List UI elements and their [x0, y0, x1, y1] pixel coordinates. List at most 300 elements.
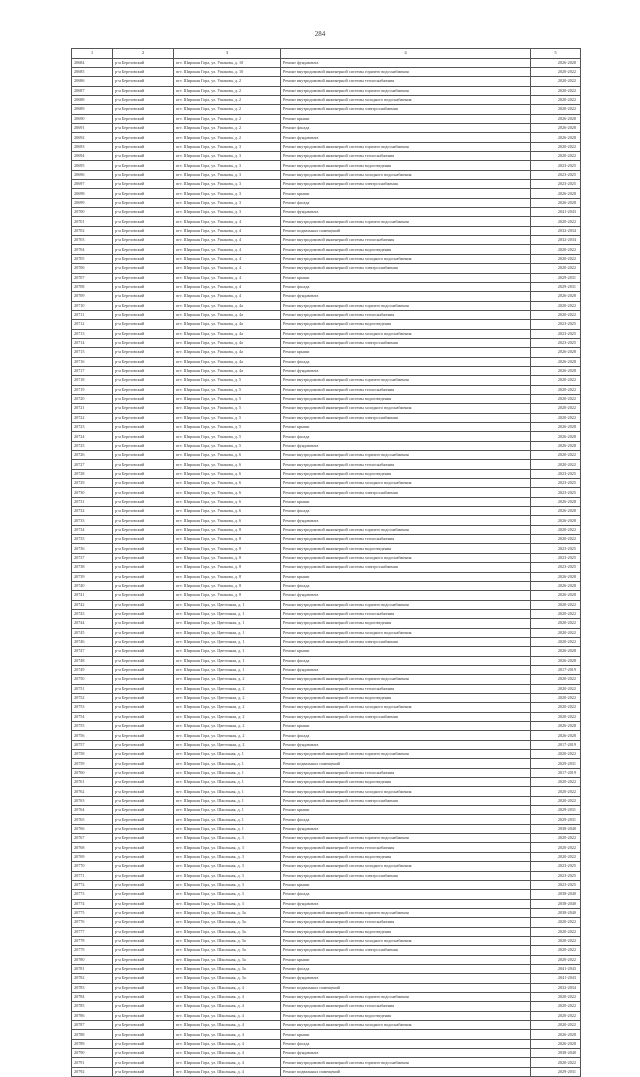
address-cell: пгт. Широкая Гора, ул. Школьная, д. 4: [174, 1021, 281, 1030]
address-cell: пгт. Широкая Гора, ул. Школьная, д. 3а: [174, 964, 281, 973]
address-cell: пгт. Широкая Гора, ул. Ушакова, д. 8: [174, 581, 281, 590]
district-cell: р-н Березовский: [113, 553, 174, 562]
row-number-cell: 20742: [72, 600, 113, 609]
address-cell: пгт. Широкая Гора, ул. Цветочная, д. 2: [174, 684, 281, 693]
work-type-cell: Ремонт внутридомовой инженерной системы холодного водоснабжения: [281, 703, 531, 712]
address-cell: пгт. Широкая Гора, ул. Ушакова, д. 4: [174, 264, 281, 273]
table-row: [72, 217, 581, 226]
row-number-cell: 20688: [72, 95, 113, 104]
table-row: [72, 535, 581, 544]
work-type-cell: Ремонт внутридомовой инженерной системы электроснабжения: [281, 563, 531, 572]
district-cell: р-н Березовский: [113, 460, 174, 469]
address-cell: пгт. Широкая Гора, ул. Цветочная, д. 1: [174, 609, 281, 618]
district-cell: р-н Березовский: [113, 778, 174, 787]
row-number-cell: 20771: [72, 871, 113, 880]
table-row: [72, 516, 581, 525]
row-number-cell: 20686: [72, 77, 113, 86]
address-cell: пгт. Широкая Гора, ул. Ушакова, д. 5: [174, 394, 281, 403]
address-cell: пгт. Широкая Гора, ул. Ушакова, д. 4а: [174, 357, 281, 366]
row-number-cell: 20700: [72, 208, 113, 217]
table-row: [72, 871, 581, 880]
district-cell: р-н Березовский: [113, 591, 174, 600]
address-cell: пгт. Широкая Гора, ул. Школьная, д. 4: [174, 1030, 281, 1039]
period-cell: 2020-2022: [531, 992, 581, 1001]
table-row: [72, 787, 581, 796]
work-type-cell: Ремонт внутридомовой инженерной системы горячего водоснабжения: [281, 301, 531, 310]
address-cell: пгт. Широкая Гора, ул. Ушакова, д. 8: [174, 553, 281, 562]
row-number-cell: 20717: [72, 366, 113, 375]
table-row: [72, 656, 581, 665]
work-type-cell: Ремонт внутридомовой инженерной системы холодного водоснабжения: [281, 95, 531, 104]
row-number-cell: 20744: [72, 619, 113, 628]
table-row: [72, 273, 581, 282]
district-cell: р-н Березовский: [113, 871, 174, 880]
address-cell: пгт. Широкая Гора, ул. Ушакова, д. 4: [174, 245, 281, 254]
row-number-cell: 20785: [72, 1002, 113, 1011]
table-row: [72, 693, 581, 702]
row-number-cell: 20692: [72, 133, 113, 142]
table-row: [72, 955, 581, 964]
column-header-1: 1: [72, 49, 113, 59]
work-type-cell: Ремонт фасада: [281, 815, 531, 824]
address-cell: пгт. Широкая Гора, ул. Ушакова, д. 4: [174, 254, 281, 263]
period-cell: 2020-2022: [531, 301, 581, 310]
row-number-cell: 20740: [72, 581, 113, 590]
work-type-cell: Ремонт внутридомовой инженерной системы электроснабжения: [281, 796, 531, 805]
period-cell: 2026-2028: [531, 516, 581, 525]
period-cell: 2026-2028: [531, 441, 581, 450]
table-row: [72, 740, 581, 749]
work-type-cell: Ремонт фасада: [281, 282, 531, 291]
district-cell: р-н Березовский: [113, 180, 174, 189]
period-cell: 2029-2031: [531, 815, 581, 824]
period-cell: 2041-2043: [531, 974, 581, 983]
period-cell: 2029-2031: [531, 759, 581, 768]
work-type-cell: Ремонт внутридомовой инженерной системы теплоснабжения: [281, 77, 531, 86]
district-cell: р-н Березовский: [113, 750, 174, 759]
column-header-5: 5: [531, 49, 581, 59]
table-row: [72, 310, 581, 319]
table-row: [72, 142, 581, 151]
row-number-cell: 20712: [72, 320, 113, 329]
work-type-cell: Ремонт внутридомовой инженерной системы электроснабжения: [281, 712, 531, 721]
period-cell: 2026-2028: [531, 58, 581, 67]
table-row: [72, 899, 581, 908]
address-cell: пгт. Широкая Гора, ул. Школьная, д. 4: [174, 1011, 281, 1020]
district-cell: р-н Березовский: [113, 451, 174, 460]
row-number-cell: 20737: [72, 553, 113, 562]
work-type-cell: Ремонт крыши: [281, 880, 531, 889]
address-cell: пгт. Широкая Гора, ул. Цветочная, д. 1: [174, 600, 281, 609]
table-row: [72, 114, 581, 123]
district-cell: р-н Березовский: [113, 423, 174, 432]
period-cell: 2020-2022: [531, 684, 581, 693]
row-number-cell: 20758: [72, 750, 113, 759]
row-number-cell: 20719: [72, 385, 113, 394]
district-cell: р-н Березовский: [113, 890, 174, 899]
period-cell: 2020-2022: [531, 787, 581, 796]
address-cell: пгт. Широкая Гора, ул. Ушакова, д. 3: [174, 189, 281, 198]
period-cell: 2020-2022: [531, 703, 581, 712]
work-type-cell: Ремонт внутридомовой инженерной системы холодного водоснабжения: [281, 1021, 531, 1030]
district-cell: р-н Березовский: [113, 535, 174, 544]
address-cell: пгт. Широкая Гора, ул. Цветочная, д. 2: [174, 675, 281, 684]
period-cell: 2020-2022: [531, 628, 581, 637]
address-cell: пгт. Широкая Гора, ул. Ушакова, д. 6: [174, 469, 281, 478]
address-cell: пгт. Широкая Гора, ул. Цветочная, д. 2: [174, 703, 281, 712]
work-type-cell: Ремонт внутридомовой инженерной системы электроснабжения: [281, 180, 531, 189]
row-number-cell: 20750: [72, 675, 113, 684]
district-cell: р-н Березовский: [113, 824, 174, 833]
work-type-cell: Ремонт внутридомовой инженерной системы горячего водоснабжения: [281, 451, 531, 460]
period-cell: 2020-2022: [531, 451, 581, 460]
table-row: [72, 553, 581, 562]
table-row: [72, 665, 581, 674]
table-row: [72, 301, 581, 310]
work-type-cell: Ремонт внутридомовой инженерной системы горячего водоснабжения: [281, 86, 531, 95]
district-cell: р-н Березовский: [113, 787, 174, 796]
work-type-cell: Ремонт внутридомовой инженерной системы горячего водоснабжения: [281, 525, 531, 534]
work-type-cell: Ремонт внутридомовой инженерной системы электроснабжения: [281, 338, 531, 347]
district-cell: р-н Березовский: [113, 955, 174, 964]
work-type-cell: Ремонт фасада: [281, 656, 531, 665]
period-cell: 2026-2028: [531, 423, 581, 432]
district-cell: р-н Березовский: [113, 647, 174, 656]
work-type-cell: Ремонт фасада: [281, 507, 531, 516]
table-row: [72, 703, 581, 712]
work-type-cell: Ремонт внутридомовой инженерной системы водоотведения: [281, 394, 531, 403]
row-number-cell: 20725: [72, 441, 113, 450]
district-cell: р-н Березовский: [113, 927, 174, 936]
address-cell: пгт. Широкая Гора, ул. Школьная, д. 1: [174, 824, 281, 833]
district-cell: р-н Березовский: [113, 67, 174, 76]
address-cell: пгт. Широкая Гора, ул. Школьная, д. 3: [174, 862, 281, 871]
district-cell: р-н Березовский: [113, 731, 174, 740]
period-cell: 2020-2022: [531, 460, 581, 469]
row-number-cell: 20701: [72, 217, 113, 226]
work-type-cell: Ремонт внутридомовой инженерной системы водоотведения: [281, 693, 531, 702]
row-number-cell: 20765: [72, 815, 113, 824]
row-number-cell: 20726: [72, 451, 113, 460]
address-cell: пгт. Широкая Гора, ул. Ушакова, д. 3: [174, 208, 281, 217]
district-cell: р-н Березовский: [113, 544, 174, 553]
period-cell: 2041-2043: [531, 964, 581, 973]
address-cell: пгт. Широкая Гора, ул. Ушакова, д. 2: [174, 124, 281, 133]
row-number-cell: 20753: [72, 703, 113, 712]
district-cell: р-н Березовский: [113, 656, 174, 665]
row-number-cell: 20723: [72, 423, 113, 432]
district-cell: р-н Березовский: [113, 245, 174, 254]
work-type-cell: Ремонт внутридомовой инженерной системы горячего водоснабжения: [281, 1058, 531, 1067]
row-number-cell: 20685: [72, 67, 113, 76]
period-cell: 2020-2022: [531, 675, 581, 684]
work-type-cell: Ремонт внутридомовой инженерной системы теплоснабжения: [281, 460, 531, 469]
period-cell: 2020-2022: [531, 67, 581, 76]
period-cell: 2020-2022: [531, 1002, 581, 1011]
row-number-cell: 20781: [72, 964, 113, 973]
row-number-cell: 20784: [72, 992, 113, 1001]
row-number-cell: 20759: [72, 759, 113, 768]
row-number-cell: 20732: [72, 507, 113, 516]
table-row: [72, 189, 581, 198]
period-cell: 2038-2040: [531, 1049, 581, 1058]
row-number-cell: 20720: [72, 394, 113, 403]
work-type-cell: Ремонт внутридомовой инженерной системы холодного водоснабжения: [281, 628, 531, 637]
row-number-cell: 20792: [72, 1067, 113, 1076]
address-cell: пгт. Широкая Гора, ул. Школьная, д. 1: [174, 806, 281, 815]
row-number-cell: 20741: [72, 591, 113, 600]
table-row: [72, 609, 581, 618]
address-cell: пгт. Широкая Гора, ул. Школьная, д. 3а: [174, 936, 281, 945]
row-number-cell: 20731: [72, 497, 113, 506]
table-row: [72, 77, 581, 86]
work-type-cell: Ремонт фасада: [281, 890, 531, 899]
period-cell: 2020-2022: [531, 535, 581, 544]
period-cell: 2032-2034: [531, 983, 581, 992]
address-cell: пгт. Широкая Гора, ул. Школьная, д. 3а: [174, 918, 281, 927]
period-cell: 2026-2028: [531, 124, 581, 133]
work-type-cell: Ремонт фундамента: [281, 516, 531, 525]
work-type-cell: Ремонт фундамента: [281, 441, 531, 450]
row-number-cell: 20768: [72, 843, 113, 852]
address-cell: пгт. Широкая Гора, ул. Ушакова, д. 8: [174, 525, 281, 534]
district-cell: р-н Березовский: [113, 1030, 174, 1039]
table-row: [72, 208, 581, 217]
row-number-cell: 20754: [72, 712, 113, 721]
work-type-cell: Ремонт внутридомовой инженерной системы водоотведения: [281, 1011, 531, 1020]
period-cell: 2026-2028: [531, 292, 581, 301]
work-type-cell: Ремонт внутридомовой инженерной системы электроснабжения: [281, 637, 531, 646]
period-cell: 2020-2022: [531, 927, 581, 936]
table-row: [72, 1030, 581, 1039]
address-cell: пгт. Широкая Гора, ул. Школьная, д. 1: [174, 787, 281, 796]
district-cell: р-н Березовский: [113, 1049, 174, 1058]
work-type-cell: Ремонт внутридомовой инженерной системы холодного водоснабжения: [281, 254, 531, 263]
work-type-cell: Ремонт крыши: [281, 189, 531, 198]
work-type-cell: Ремонт внутридомовой инженерной системы теплоснабжения: [281, 152, 531, 161]
district-cell: р-н Березовский: [113, 226, 174, 235]
address-cell: пгт. Широкая Гора, ул. Ушакова, д. 4: [174, 273, 281, 282]
period-cell: 2020-2022: [531, 834, 581, 843]
district-cell: р-н Березовский: [113, 834, 174, 843]
district-cell: р-н Березовский: [113, 684, 174, 693]
district-cell: р-н Березовский: [113, 301, 174, 310]
district-cell: р-н Березовский: [113, 170, 174, 179]
table-row: [72, 946, 581, 955]
address-cell: пгт. Широкая Гора, ул. Ушакова, д. 5: [174, 423, 281, 432]
table-row: [72, 245, 581, 254]
period-cell: 2023-2025: [531, 862, 581, 871]
district-cell: р-н Березовский: [113, 338, 174, 347]
period-cell: 2026-2028: [531, 114, 581, 123]
table-row: [72, 778, 581, 787]
period-cell: 2020-2022: [531, 936, 581, 945]
row-number-cell: 20713: [72, 329, 113, 338]
work-type-cell: Ремонт крыши: [281, 806, 531, 815]
work-type-cell: Ремонт фундамента: [281, 591, 531, 600]
address-cell: пгт. Широкая Гора, ул. Ушакова, д. 5: [174, 432, 281, 441]
table-row: [72, 843, 581, 852]
work-type-cell: Ремонт внутридомовой инженерной системы электроснабжения: [281, 946, 531, 955]
address-cell: пгт. Широкая Гора, ул. Ушакова, д. 4: [174, 226, 281, 235]
district-cell: р-н Березовский: [113, 1058, 174, 1067]
table-row: [72, 983, 581, 992]
district-cell: р-н Березовский: [113, 908, 174, 917]
period-cell: 2020-2022: [531, 1011, 581, 1020]
work-type-cell: Ремонт фундамента: [281, 974, 531, 983]
work-type-cell: Ремонт внутридомовой инженерной системы водоотведения: [281, 320, 531, 329]
district-cell: р-н Березовский: [113, 86, 174, 95]
work-type-cell: Ремонт крыши: [281, 955, 531, 964]
period-cell: 2020-2022: [531, 105, 581, 114]
table-header-row: [72, 49, 581, 59]
work-type-cell: Ремонт внутридомовой инженерной системы холодного водоснабжения: [281, 787, 531, 796]
work-type-cell: Ремонт внутридомовой инженерной системы водоотведения: [281, 469, 531, 478]
table-row: [72, 180, 581, 189]
period-cell: 2020-2022: [531, 1021, 581, 1030]
period-cell: 2023-2025: [531, 170, 581, 179]
work-type-cell: Ремонт крыши: [281, 273, 531, 282]
work-type-cell: Ремонт внутридомовой инженерной системы теплоснабжения: [281, 609, 531, 618]
district-cell: р-н Березовский: [113, 376, 174, 385]
district-cell: р-н Березовский: [113, 1039, 174, 1048]
period-cell: 2023-2025: [531, 563, 581, 572]
row-number-cell: 20761: [72, 778, 113, 787]
district-cell: р-н Березовский: [113, 217, 174, 226]
work-type-cell: Ремонт внутридомовой инженерной системы горячего водоснабжения: [281, 834, 531, 843]
row-number-cell: 20722: [72, 413, 113, 422]
row-number-cell: 20724: [72, 432, 113, 441]
address-cell: пгт. Широкая Гора, ул. Цветочная, д. 1: [174, 619, 281, 628]
period-cell: 2020-2022: [531, 918, 581, 927]
address-cell: пгт. Широкая Гора, ул. Ушакова, д. 3: [174, 142, 281, 151]
work-type-cell: Ремонт внутридомовой инженерной системы теплоснабжения: [281, 768, 531, 777]
work-type-cell: Ремонт внутридомовой инженерной системы водоотведения: [281, 619, 531, 628]
column-header-4: 4: [281, 49, 531, 59]
work-type-cell: Ремонт фасада: [281, 1039, 531, 1048]
table-row: [72, 591, 581, 600]
period-cell: 2023-2025: [531, 488, 581, 497]
period-cell: 2023-2025: [531, 329, 581, 338]
address-cell: пгт. Широкая Гора, ул. Ушакова, д. 6: [174, 451, 281, 460]
row-number-cell: 20691: [72, 124, 113, 133]
address-cell: пгт. Широкая Гора, ул. Ушакова, д. 4а: [174, 366, 281, 375]
row-number-cell: 20752: [72, 693, 113, 702]
table-row: [72, 507, 581, 516]
district-cell: р-н Березовский: [113, 507, 174, 516]
work-type-cell: Ремонт внутридомовой инженерной системы горячего водоснабжения: [281, 376, 531, 385]
row-number-cell: 20749: [72, 665, 113, 674]
work-type-cell: Ремонт внутридомовой инженерной системы горячего водоснабжения: [281, 750, 531, 759]
district-cell: р-н Березовский: [113, 722, 174, 731]
address-cell: пгт. Широкая Гора, ул. Ушакова, д. 3: [174, 198, 281, 207]
table-row: [72, 684, 581, 693]
row-number-cell: 20790: [72, 1049, 113, 1058]
period-cell: 2020-2022: [531, 152, 581, 161]
period-cell: 2017-2019: [531, 665, 581, 674]
period-cell: 2026-2028: [531, 133, 581, 142]
row-number-cell: 20730: [72, 488, 113, 497]
district-cell: р-н Березовский: [113, 133, 174, 142]
row-number-cell: 20783: [72, 983, 113, 992]
row-number-cell: 20751: [72, 684, 113, 693]
district-cell: р-н Березовский: [113, 852, 174, 861]
address-cell: пгт. Широкая Гора, ул. Школьная, д. 3: [174, 890, 281, 899]
district-cell: р-н Березовский: [113, 740, 174, 749]
period-cell: 2038-2040: [531, 824, 581, 833]
period-cell: 2020-2022: [531, 946, 581, 955]
address-cell: пгт. Широкая Гора, ул. Ушакова, д. 5: [174, 441, 281, 450]
work-type-cell: Ремонт внутридомовой инженерной системы теплоснабжения: [281, 535, 531, 544]
table-row: [72, 806, 581, 815]
district-cell: р-н Березовский: [113, 161, 174, 170]
table-row: [72, 1058, 581, 1067]
row-number-cell: 20760: [72, 768, 113, 777]
work-type-cell: Ремонт внутридомовой инженерной системы горячего водоснабжения: [281, 67, 531, 76]
address-cell: пгт. Широкая Гора, ул. Ушакова, д. 6: [174, 497, 281, 506]
row-number-cell: 20756: [72, 731, 113, 740]
address-cell: пгт. Широкая Гора, ул. Ушакова, д. 6: [174, 488, 281, 497]
table-row: [72, 628, 581, 637]
period-cell: 2026-2028: [531, 497, 581, 506]
row-number-cell: 20711: [72, 310, 113, 319]
row-number-cell: 20698: [72, 189, 113, 198]
work-type-cell: Ремонт крыши: [281, 423, 531, 432]
district-cell: р-н Березовский: [113, 77, 174, 86]
period-cell: 2020-2022: [531, 394, 581, 403]
address-cell: пгт. Широкая Гора, ул. Ушакова, д. 8: [174, 563, 281, 572]
table-row: [72, 927, 581, 936]
district-cell: р-н Березовский: [113, 880, 174, 889]
district-cell: р-н Березовский: [113, 581, 174, 590]
row-number-cell: 20709: [72, 292, 113, 301]
work-type-cell: Ремонт внутридомовой инженерной системы холодного водоснабжения: [281, 862, 531, 871]
table-row: [72, 58, 581, 67]
work-type-cell: Ремонт фундамента: [281, 366, 531, 375]
row-number-cell: 20739: [72, 572, 113, 581]
row-number-cell: 20757: [72, 740, 113, 749]
address-cell: пгт. Широкая Гора, ул. Школьная, д. 4: [174, 1039, 281, 1048]
work-type-cell: Ремонт фасада: [281, 964, 531, 973]
period-cell: 2026-2028: [531, 1039, 581, 1048]
district-cell: р-н Березовский: [113, 95, 174, 104]
table-row: [72, 600, 581, 609]
address-cell: пгт. Широкая Гора, ул. Школьная, д. 1: [174, 750, 281, 759]
period-cell: 2026-2028: [531, 722, 581, 731]
district-cell: р-н Березовский: [113, 105, 174, 114]
table-row: [72, 282, 581, 291]
district-cell: р-н Березовский: [113, 1021, 174, 1030]
address-cell: пгт. Широкая Гора, ул. Ушакова, д. 2: [174, 95, 281, 104]
period-cell: 2023-2025: [531, 161, 581, 170]
period-cell: 2023-2025: [531, 553, 581, 562]
row-number-cell: 20787: [72, 1021, 113, 1030]
period-cell: 2020-2022: [531, 750, 581, 759]
row-number-cell: 20786: [72, 1011, 113, 1020]
table-row: [72, 105, 581, 114]
period-cell: 2038-2040: [531, 899, 581, 908]
row-number-cell: 20774: [72, 899, 113, 908]
table-row: [72, 815, 581, 824]
table-row: [72, 1002, 581, 1011]
table-row: [72, 908, 581, 917]
row-number-cell: 20775: [72, 908, 113, 917]
address-cell: пгт. Широкая Гора, ул. Ушакова, д. 5: [174, 413, 281, 422]
address-cell: пгт. Широкая Гора, ул. Ушакова, д. 6: [174, 460, 281, 469]
table-row: [72, 460, 581, 469]
district-cell: р-н Березовский: [113, 292, 174, 301]
table-row: [72, 385, 581, 394]
